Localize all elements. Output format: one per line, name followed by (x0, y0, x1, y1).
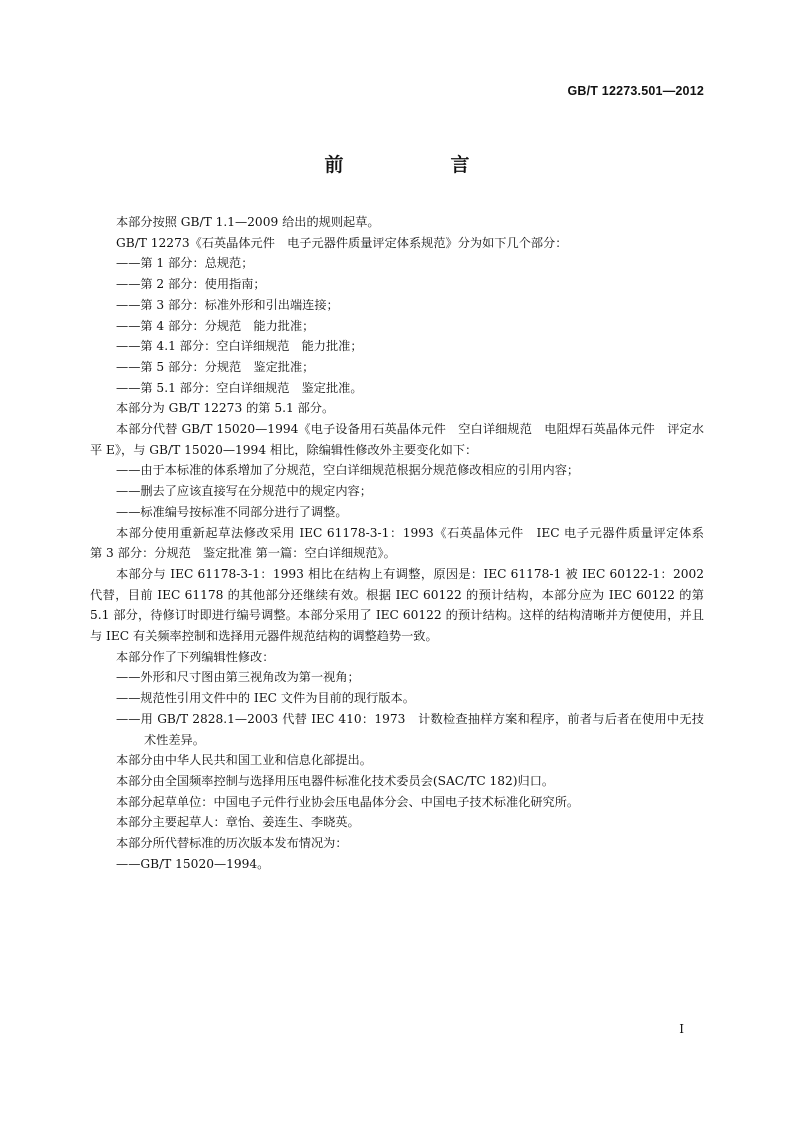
list-item: ——第 1 部分：总规范； (116, 256, 254, 271)
list-item: ——第 5.1 部分：空白详细规范 鉴定批准。 (116, 380, 363, 395)
paragraph: 本部分所代替标准的历次版本发布情况为： (116, 836, 348, 851)
paragraph: 本部分作了下列编辑性修改： (116, 649, 275, 664)
list-item: ——第 2 部分：使用指南； (116, 277, 266, 292)
document-number: GB/T 12273.501—2012 (567, 84, 704, 98)
paragraph: GB/T 12273《石英晶体元件 电子元器件质量评定体系规范》分为如下几个部分： (116, 235, 568, 250)
list-item: ——第 3 部分：标准外形和引出端连接； (116, 297, 339, 312)
list-item: ——删去了应该直接写在分规范中的规定内容； (116, 484, 372, 499)
list-item: ——第 5 部分：分规范 鉴定批准； (116, 359, 315, 374)
paragraph: 本部分与 IEC 61178-3-1：1993 相比在结构上有调整，原因是：IEC 61178-1 被 IEC 60122-1：2002 代替，目前 IEC 61178 的其他部分还继续有效。根据 IEC 60122 的预计结构，本部分应为 IEC 60122 的第 5.1 部分，待修订时即进行编号调整。本部分采用了 IEC 60122 的预计结构。这样的结构清晰并方便使用，并且与 IEC 有关频率控制和选择用元器件规范结构的调整趋势一致。 (90, 566, 704, 644)
list-item: ——标准编号按标准不同部分进行了调整。 (116, 504, 348, 519)
paragraph: 本部分起草单位：中国电子元件行业协会压电晶体分会、中国电子技术标准化研究所。 (116, 794, 580, 809)
list-item: ——GB/T 15020—1994。 (116, 856, 270, 871)
paragraph: 本部分由中华人民共和国工业和信息化部提出。 (116, 753, 372, 768)
paragraph: 本部分使用重新起草法修改采用 IEC 61178-3-1：1993《石英晶体元件 IEC 电子元器件质量评定体系 第 3 部分：分规范 鉴定批准 第一篇：空白详细规范》。 (90, 525, 717, 561)
paragraph: 本部分为 GB/T 12273 的第 5.1 部分。 (116, 401, 335, 416)
list-item: ——用 GB/T 2828.1—2003 代替 IEC 410：1973 计数检查抽样方案和程序，前者与后者在使用中无技术性差异。 (116, 711, 704, 747)
paragraph: 本部分由全国频率控制与选择用压电器件标准化技术委员会(SAC/TC 182)归口。 (116, 773, 555, 788)
paragraph: 本部分按照 GB/T 1.1—2009 给出的规则起草。 (116, 215, 380, 229)
page-title: 前 言 (324, 154, 514, 176)
list-item: ——由于本标准的体系增加了分规范，空白详细规范根据分规范修改相应的引用内容； (116, 463, 580, 478)
list-item: ——规范性引用文件中的 IEC 文件为目前的现行版本。 (116, 691, 415, 706)
list-item: ——第 4 部分：分规范 能力批准； (116, 318, 315, 333)
list-item: ——第 4.1 部分：空白详细规范 能力批准； (116, 339, 363, 354)
paragraph: 本部分主要起草人：章怡、姜连生、李晓英。 (116, 815, 360, 830)
foreword-body (90, 212, 717, 875)
page-number: I (679, 1022, 684, 1036)
list-item: ——外形和尺寸图由第三视角改为第一视角； (116, 670, 360, 685)
paragraph: 本部分代替 GB/T 15020—1994《电子设备用石英晶体元件 空白详细规范 电阻焊石英晶体元件 评定水平 E》，与 GB/T 15020—1994 相比，除编辑性修改外主要变化如下： (90, 422, 704, 457)
